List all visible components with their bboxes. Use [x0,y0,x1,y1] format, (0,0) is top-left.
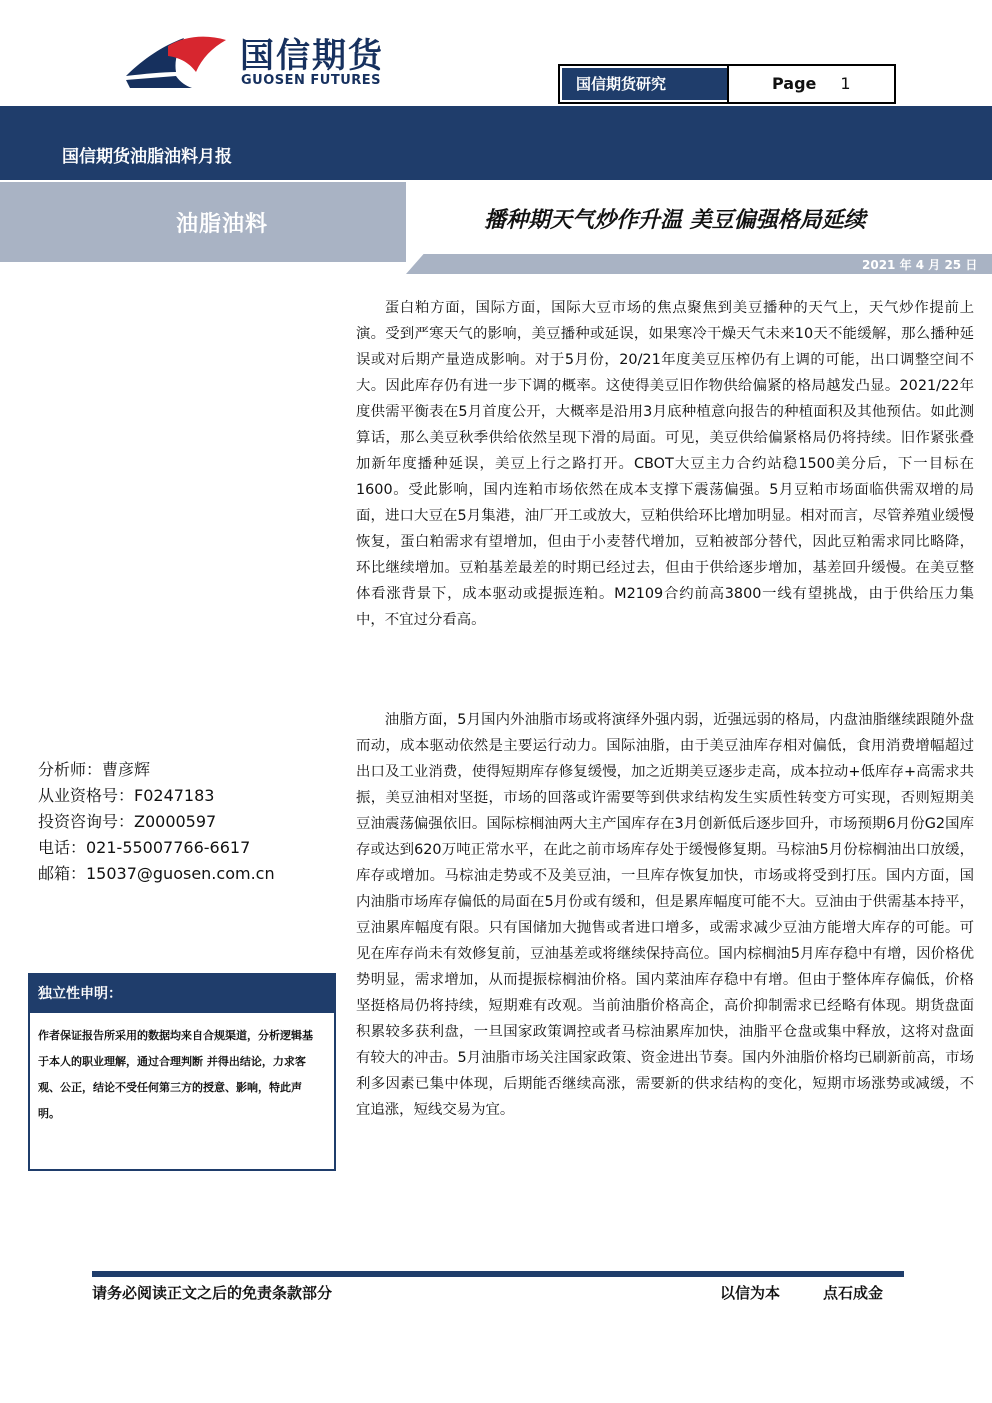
independence-declaration [28,973,336,1171]
analyst-info [38,757,275,887]
analyst-qualification: 从业资格号：F0247183 [38,786,215,805]
declaration-title: 独立性申明： [30,975,334,1013]
page-number: 1 [840,74,851,93]
footer-motto-2: 点石成金 [823,1284,884,1302]
analyst-phone: 电话：021-55007766-6617 [38,838,251,857]
logo-name-cn: 国信期货 [240,36,384,76]
declaration-text: 作者保证报告所采用的数据均来自合规渠道，分析逻辑基于本人的职业理解，通过合理判断 并得出结论，力求客观、公正，结论不受任何第三方的授意、影响，特此声明。 [38,1029,313,1120]
page-label: Page [772,74,817,93]
series-title: 国信期货油脂油料月报 [62,147,232,167]
paragraph-oils: 油脂方面，5月国内外油脂市场或将演绎外强内弱，近强远弱的格局，内盘油脂继续跟随外盘而动，成本驱动依然是主要运行动力。国际油脂，由于美豆油库存相对偏低，食用消费增幅超过出口及工业消费，使得短期库存修复缓慢，加之近期美豆逐步走高，成本拉动+低库存+高需求共振，美豆油相对坚挺，市场的回落或许需要等到供求结构发生实质性转变方可实现，否则短期美豆油震荡偏强依旧。国际棕榈油两大主产国库存在3月创新低后逐步回升，市场预期6月份G2国库存或达到620万吨正常水平，在此之前市场库存处于缓慢修复期。马棕油5月份棕榈油出口放缓，库存或增加。马棕油走势或不及美豆油，一旦库存恢复加快，市场或将受到打压。国内方面，国内油脂市场库存偏低的局面在5月份或有缓和，但是累库幅度可能不大。豆油由于供需基本持平，豆油累库幅度有限。只有国储加大抛售或者进口增多，或需求减少豆油方能增大库存的可能。可见在库存尚未有效修复前，豆油基差或将继续保持高位。国内棕榈油5月库存稳中有增，因价格优势明显，需求增加，从而提振棕榈油价格。国内菜油库存稳中有增。但由于整体库存偏低，价格坚挺格局仍将持续，短期难有改观。当前油脂价格高企，高价抑制需求已经略有体现。期货盘面积累较多获利盘，一旦国家政策调控或者马棕油累库加快，油脂平仓盘或集中释放，这将对盘面有较大的冲击。5月油脂市场关注国家政策、资金进出节奏。国内外油脂价格均已刷新前高，市场利多因素已集中体现，后期能否继续高涨，需要新的供求结构的变化，短期市场涨势或减缓，不宜追涨，短线交易为宜。 [356,712,974,1118]
analyst-name: 分析师：曹彦辉 [38,760,151,779]
page-indicator [732,68,890,100]
guosen-logo-icon [122,32,230,90]
header-box-divider [727,66,729,102]
paragraph-meal: 蛋白粕方面，国际方面，国际大豆市场的焦点聚焦到美豆播种的天气上，天气炒作提前上演。受到严寒天气的影响，美豆播种或延误，如果寒冷干燥天气未来10天不能缓解，那么播种延误或对后期产量造成影响。对于5月份，20/21年度美豆压榨仍有上调的可能，出口调整空间不大。因此库存仍有进一步下调的概率。这使得美豆旧作物供给偏紧的格局越发凸显。2021/22年度供需平衡表在5月首度公开，大概率是沿用3月底种植意向报告的种植面积及其他预估。如此测算话，那么美豆秋季供给依然呈现下滑的局面。可见，美豆供给偏紧格局仍将持续。旧作紧张叠加新年度播种延误，美豆上行之路打开。CBOT大豆主力合约站稳1500美分后，下一目标在1600。受此影响，国内连粕市场依然在成本支撑下震荡偏强。5月豆粕市场面临供需双增的局面，进口大豆在5月集港，油厂开工或放大，豆粕供给环比增加明显。相对而言，尽管养殖业缓慢恢复，蛋白粕需求有望增加，但由于小麦替代增加，豆粕被部分替代，因此豆粕需求同比略降，环比继续增加。豆粕基差最差的时期已经过去，但由于供给逐步增加，基差回升缓慢。在美豆整体看涨背景下，成本驱动或提振连粕。M2109合约前高3800一线有望挑战，由于供给压力集中，不宜过分看高。 [356,300,974,628]
header-research-box [558,64,896,104]
analyst-email[interactable]: 邮箱：15037@guosen.com.cn [38,864,275,883]
research-label: 国信期货研究 [562,68,727,100]
report-date: 2021 年 4 月 25 日 [862,258,978,272]
logo-name-en: GUOSEN FUTURES [241,73,382,88]
report-headline: 播种期天气炒作升温 美豆偏强格局延续 [484,208,866,233]
footer-divider [92,1271,904,1277]
analyst-consult-number: 投资咨询号：Z0000597 [38,812,217,831]
footer-motto-1: 以信为本 [720,1284,781,1302]
category-label: 油脂油料 [176,212,269,237]
footer-disclaimer: 请务必阅读正文之后的免责条款部分 [92,1284,333,1302]
